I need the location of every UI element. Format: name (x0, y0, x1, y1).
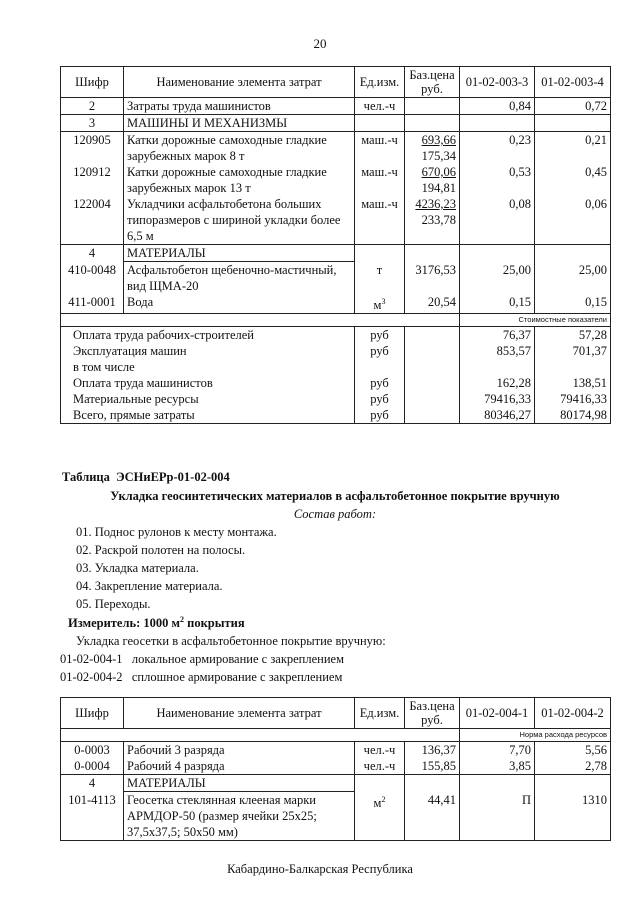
intro-text: Укладка геосетки в асфальтобетонное покрытие вручную: (76, 634, 386, 648)
table-row: 120905 Катки дорожные самоходные гладкие зарубежных марок 8 т маш.-ч 693,66 175,34 0,23 0,21 (61, 132, 611, 165)
summary-row: Оплата труда машинистов руб 162,28 138,51 (61, 375, 611, 391)
table-row: 2 Затраты труда машинистов чел.-ч 0,84 0,72 (61, 98, 611, 115)
table-2 (60, 697, 611, 841)
summary-row: Всего, прямые затраты руб 80346,27 80174,98 (61, 407, 611, 424)
header-price: Баз.цена руб. (405, 698, 460, 729)
variant-item: 01-02-004-1 локальное армирование с закреплением (60, 652, 344, 666)
summary-row: Оплата труда рабочих-строителей руб 76,37 57,28 (61, 327, 611, 344)
header-name: Наименование элемента затрат (124, 67, 355, 98)
table-row: 120912 Катки дорожные самоходные гладкие зарубежных марок 13 т маш.-ч 670,06 194,81 0,53 0,45 (61, 164, 611, 196)
composition-title: Состав работ: (293, 507, 377, 521)
section-title: Укладка геосинтетических материалов в асфальтобетонное покрытие вручную (110, 489, 560, 503)
header-name: Наименование элемента затрат (124, 698, 355, 729)
step-item: 04. Закрепление материала. (76, 579, 223, 593)
table-row: 122004 Укладчики асфальтобетона больших типоразмеров с шириной укладки более 6,5 м маш.-ч 4236,23 233,78 0,08 0,06 (61, 196, 611, 245)
table-row: 4 МАТЕРИАЛЫ (61, 245, 611, 262)
norm-caption: Норма расхода ресурсов (460, 729, 611, 742)
table-row: 0-0004 Рабочий 4 разряда чел.-ч 155,85 3,85 2,78 (61, 758, 611, 775)
table-row: 411-0001 Вода $м^3$ 20,54 0,15 0,15 (61, 294, 611, 314)
summary-row: в том числе (61, 359, 611, 375)
step-item: 05. Переходы. (76, 597, 151, 611)
header-unit: Ед.изм. (355, 698, 405, 729)
header-price: Баз.цена руб. (405, 67, 460, 98)
header-col-2: 01-02-003-4 (535, 67, 611, 98)
header-code: Шифр (61, 698, 124, 729)
variant-item: 01-02-004-2 сплошное армирование с закреплением (60, 670, 343, 684)
table-row: 0-0003 Рабочий 3 разряда чел.-ч 136,37 7,70 5,56 (61, 742, 611, 759)
table-row: 101-4113 Геосетка стеклянная клееная марки АРМДОР-50 (размер ячейки 25х25; 37,5х37,5; 50х50 мм) $м^2$ 44,41 П 1310 (61, 792, 611, 841)
table-1 (60, 66, 611, 424)
table-row: 4 МАТЕРИАЛЫ (61, 775, 611, 792)
summary-row: Материальные ресурсы руб 79416,33 79416,33 (61, 391, 611, 407)
header-col-1: 01-02-003-3 (460, 67, 535, 98)
step-item: 03. Укладка материала. (76, 561, 199, 575)
header-col-1: 01-02-004-1 (460, 698, 535, 729)
page-footer: Кабардино-Балкарская Республика (227, 862, 413, 876)
cost-caption: Стоимостные показатели (460, 314, 611, 327)
header-col-2: 01-02-004-2 (535, 698, 611, 729)
table-row: 410-0048 Асфальтобетон щебеночно-мастичный, вид ЩМА-20 т 3176,53 25,00 25,00 (61, 262, 611, 295)
step-item: 01. Поднос рулонов к месту монтажа. (76, 525, 277, 539)
header-code: Шифр (61, 67, 124, 98)
table-row: 3 МАШИНЫ И МЕХАНИЗМЫ (61, 115, 611, 132)
table-caption: Таблица ЭСНиЕРр-01-02-004 (62, 470, 230, 484)
step-item: 02. Раскрой полотен на полосы. (76, 543, 246, 557)
header-unit: Ед.изм. (355, 67, 405, 98)
page-number: 20 (313, 36, 327, 51)
summary-row: Эксплуатация машин руб 853,57 701,37 (61, 343, 611, 359)
meter-label: Измеритель: 1000 $м^2$ покрытия (68, 615, 245, 631)
